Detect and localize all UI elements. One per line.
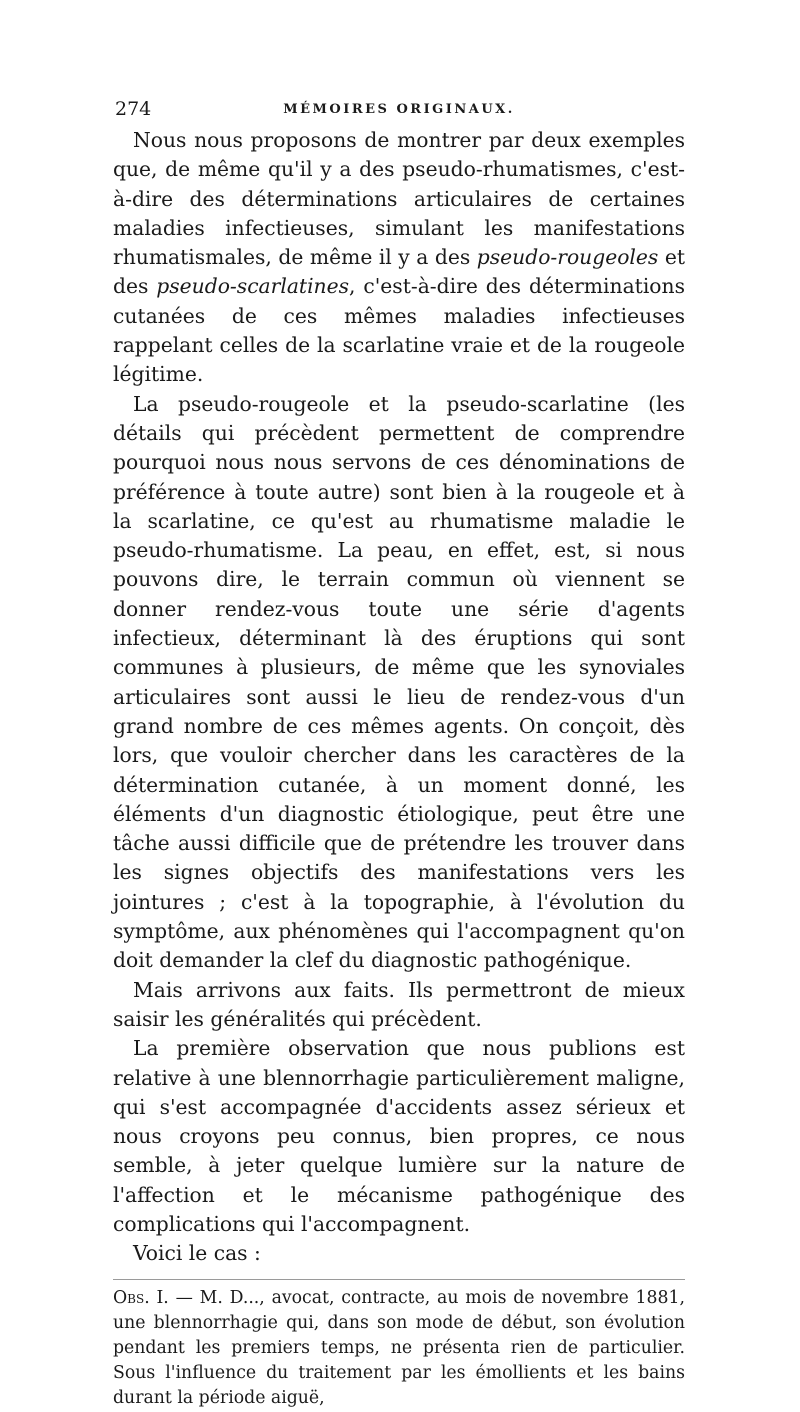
italic-term-pseudo-rougeoles: pseudo-rougeoles (476, 245, 659, 270)
paragraph-5: Voici le cas : (133, 1241, 261, 1266)
paragraph-4: La première observation que nous publions est relative à une blennorrhagie particulièrement maligne, qui s'est accompagnée d'accidents assez sérieux et nous croyons peu connus, bien propres, ce nous semble, à jeter quelque lumière sur la nature de l'affection et le mécanisme pathogénique des complications qui l'accompagnent. (113, 1036, 685, 1236)
footnote-divider (113, 1279, 685, 1280)
italic-term-pseudo-scarlatines: pseudo-scarlatines (156, 274, 350, 299)
page-number: 274 (115, 98, 152, 120)
running-title: MÉMOIRES ORIGINAUX. (283, 102, 515, 117)
main-text (113, 126, 685, 1269)
paragraph-2: La pseudo-rougeole et la pseudo-scarlatine (les détails qui précèdent permettent de comprendre pourquoi nous nous servons de ces dénominations de préférence à toute autre) sont bien à la rougeole et à la scarlatine, ce qu'est au rhumatisme maladie le pseudo-rhumatisme. La peau, en effet, est, si nous pouvons dire, le terrain commun où viennent se donner rendez-vous toute une série d'agents infectieux, déterminant là des éruptions qui sont communes à plusieurs, de même que les synoviales articulaires sont aussi le lieu de rendez-vous d'un grand nombre de ces mêmes agents. On conçoit, dès lors, que vouloir chercher dans les caractères de la détermination cutanée, à un moment donné, les éléments d'un diagnostic étiologique, peut être une tâche aussi difficile que de prétendre les trouver dans les signes objectifs des manifestations vers les jointures ; c'est à la topographie, à l'évolution du symptôme, aux phénomènes qui l'accompagnent qu'on doit demander la clef du diagnostic pathogénique. (113, 391, 685, 973)
observation-label: Obs. I. (113, 1287, 169, 1308)
paragraph-3: Mais arrivons aux faits. Ils permettront de mieux saisir les généralités qui précèdent. (113, 977, 685, 1031)
observation-note (113, 1286, 685, 1412)
paragraph-1: Nous nous proposons de montrer par deux exemples que, de même qu'il y a des pseudo-rhumatismes, c'est-à-dire des déterminations articulaires de certaines maladies infectieuses, simulant les manifestations rhumatismales, de même il y a des pseudo-rougeoles et des pseudo-scarlatines, c'est-à-dire des déterminations cutanées de ces mêmes maladies infectieuses rappelant celles de la scarlatine vraie et de la rougeole légitime. (113, 128, 685, 387)
observation-text: — M. D..., avocat, contracte, au mois de novembre 1881, une blennorrhagie qui, dans son mode de début, son évolution pendant les premiers temps, ne présenta rien de particulier. Sous l'influence du traitement par les émollients et les bains durant la période aiguë, (113, 1287, 685, 1409)
running-head (113, 98, 685, 122)
